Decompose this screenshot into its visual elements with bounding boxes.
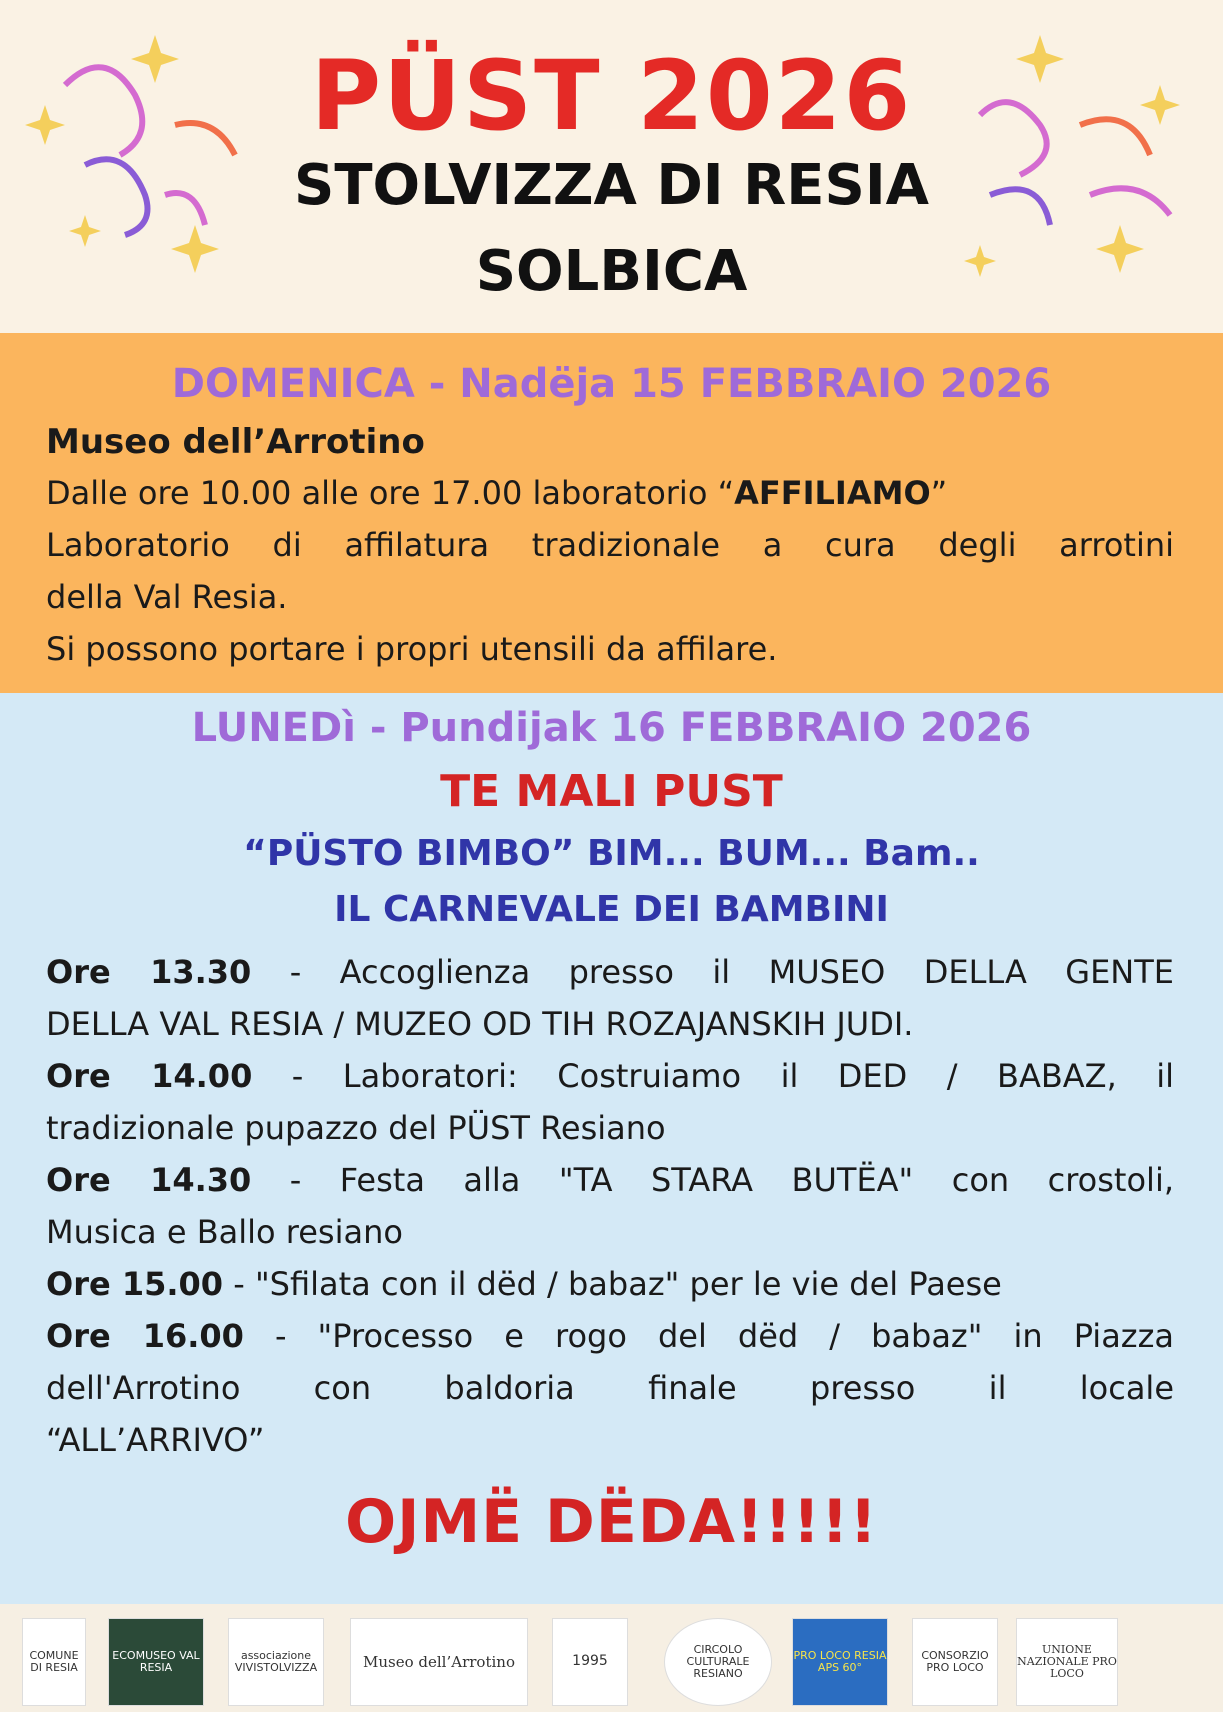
sunday-line-1 [46,476,1174,511]
logo-label: COMUNE DI RESIA [29,1648,79,1674]
schedule-text: - "Processo e rogo del dëd / babaz" in Piazza [243,1317,1175,1355]
monday-tagline-1: “PÜSTO BIMBO” BIM... BUM... Bam.. [243,833,980,874]
sunday-place: Museo dell’Arrotino [46,422,425,462]
sunday-line-2b: della Val Resia. [46,578,288,616]
sunday-date: DOMENICA - Nadëja 15 FEBBRAIO 2026 [171,361,1052,407]
workshop-name: AFFILIAMO [734,474,931,512]
logo-label: CIRCOLO CULTURALE RESIANO [686,1642,750,1681]
logo-circolo-culturale [664,1618,772,1706]
schedule-item-4-line-1 [46,1267,1174,1302]
sunday-line-3: Si possono portare i propri utensili da affilare. [46,630,778,668]
page-subtitle-local-name: SOLBICA [475,239,748,304]
schedule-item-1-line-2: DELLA VAL RESIA / MUZEO OD TIH ROZAJANSKIH JUDI. [46,1005,914,1043]
schedule-time: Ore 13.30 [46,953,252,991]
schedule-text: - Festa alla "TA STARA BUTËA" con crostoli, [251,1161,1175,1199]
schedule-item-3-line-2: Musica e Ballo resiano [46,1213,403,1251]
logo-ecomuseo [108,1618,204,1706]
monday-section [0,693,1223,1604]
logo-label: Museo dell’Arrotino [363,1652,515,1671]
logo-consorzio-pro-loco [912,1618,998,1706]
schedule-text: - Laboratori: Costruiamo il DED / BABAZ, il [252,1057,1174,1095]
closing-slogan: OJMË DËDA!!!!! [345,1487,878,1557]
schedule-item-5-line-3: “ALL’ARRIVO” [46,1421,265,1459]
schedule-item-5-line-1 [46,1319,1174,1354]
logo-museo-arrotino [350,1618,528,1706]
logo-label: associazione VIVISTOLVIZZA [234,1648,318,1674]
schedule-item-1-line-1 [46,955,1174,990]
logo-label: CONSORZIO PRO LOCO [921,1648,989,1674]
schedule-item-3-line-1 [46,1163,1174,1198]
schedule-time: Ore 14.00 [46,1057,253,1095]
logo-pro-loco-resia [792,1618,888,1706]
logo-label: UNIONE NAZIONALE PRO LOCO [1017,1642,1117,1681]
logo-comune-resia [22,1618,86,1706]
schedule-item-5-line-2: dell'Arrotino con baldoria finale presso il locale [46,1369,1174,1407]
sunday-line-1-text: Dalle ore 10.00 alle ore 17.00 laboratorio “ [46,474,735,512]
monday-date: LUNEDì - Pundijak 16 FEBBRAIO 2026 [191,705,1032,751]
logo-label: ECOMUSEO VAL RESIA [112,1648,200,1674]
sunday-line-2a: Laboratorio di affilatura tradizionale a cura degli arrotini [46,526,1174,564]
header [0,0,1223,333]
logo-unpli [1016,1618,1118,1706]
schedule-time: Ore 14.30 [46,1161,252,1199]
sunday-line-1-close: ” [930,474,948,512]
schedule-item-2-line-2: tradizionale pupazzo del PÜST Resiano [46,1109,666,1147]
schedule-text: - Accoglienza presso il MUSEO DELLA GENTE [251,953,1174,991]
schedule-item-2-line-1 [46,1059,1174,1094]
logo-vivistolvizza [228,1618,324,1706]
page-title: PÜST 2026 [310,40,913,152]
logo-label: PRO LOCO RESIA APS 60° [793,1648,887,1674]
page-subtitle-location: STOLVIZZA DI RESIA [293,153,930,218]
monday-tagline-2: IL CARNEVALE DEI BAMBINI [334,889,889,930]
logo-label: 1995 [572,1653,608,1670]
logo-1995 [552,1618,628,1706]
schedule-text: - "Sfilata con il dëd / babaz" per le vie del Paese [223,1265,1002,1303]
schedule-time: Ore 15.00 [46,1265,224,1303]
schedule-time: Ore 16.00 [46,1317,244,1355]
monday-event-title: TE MALI PUST [440,766,783,817]
